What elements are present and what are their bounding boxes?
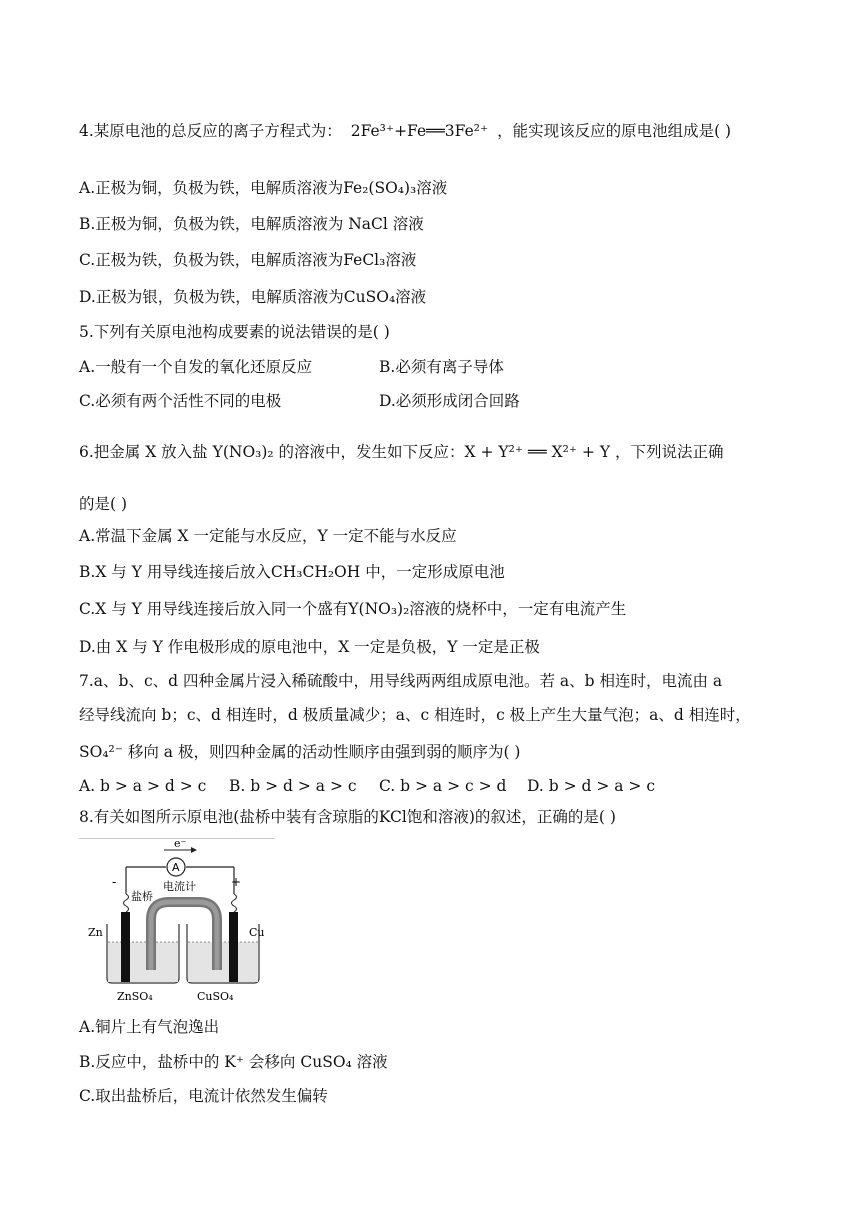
q6-option-d: D.由 X 与 Y 作电极形成的原电池中，X 一定是负极，Y 一定是正极 (79, 638, 540, 656)
q8-option-c: C.取出盐桥后，电流计依然发生偏转 (79, 1087, 328, 1105)
left-coil (124, 894, 129, 912)
q4-option-d: D.正极为银，负极为铁，电解质溶液为CuSO₄溶液 (79, 288, 427, 306)
q8-stem: 8.有关如图所示原电池(盐桥中装有含琼脂的KCl饱和溶液)的叙述，正确的是( ) (79, 808, 616, 826)
q5-option-d: D.必须形成闭合回路 (379, 392, 520, 410)
cuso4-label: CuSO₄ (197, 990, 234, 1003)
ammeter-label: 电流计 (163, 880, 196, 893)
q7-stem-line1: 7.a、b、c、d 四种金属片浸入稀硫酸中，用导线两两组成原电池。若 a、b 相连时，电流由 a (79, 672, 723, 690)
q6-option-b: B.X 与 Y 用导线连接后放入CH₃CH₂OH 中，一定形成原电池 (79, 563, 505, 581)
q8-option-a: A.铜片上有气泡逸出 (79, 1018, 220, 1036)
q5-option-c: C.必须有两个活性不同的电极 (79, 392, 282, 410)
q4-option-c: C.正极为铁，负极为铁，电解质溶液为FeCl₃溶液 (79, 251, 417, 269)
right-coil (232, 894, 237, 912)
znso4-label: ZnSO₄ (117, 990, 153, 1003)
zn-electrode (121, 912, 130, 982)
cu-label: Cu (249, 926, 265, 939)
q4-option-a: A.正极为铜，负极为铁，电解质溶液为Fe₂(SO₄)₃溶液 (79, 179, 448, 197)
q7-option-a: A. b > a > d > c (79, 777, 207, 795)
salt-bridge-label: 盐桥 (131, 890, 153, 903)
q5-stem: 5.下列有关原电池构成要素的说法错误的是( ) (79, 323, 390, 341)
q5-option-b: B.必须有离子导体 (379, 358, 504, 376)
q6-stem-line2: 的是( ) (79, 495, 128, 513)
zn-label: Zn (88, 926, 103, 939)
q4-stem-pre: 4.某原电池的总反应的离子方程式为： (79, 122, 342, 140)
q7-options-row (79, 775, 655, 797)
right-solution-fill (188, 942, 258, 982)
electron-arrow-head (191, 847, 197, 853)
q7-stem-line3: SO₄²⁻ 移向 a 极，则四种金属的活动性顺序由强到弱的顺序为( ) (79, 743, 521, 761)
q5-option-a: A.一般有一个自发的氧化还原反应 (79, 358, 313, 376)
q8-option-b: B.反应中，盐桥中的 K⁺ 会移向 CuSO₄ 溶液 (79, 1053, 388, 1071)
ammeter-symbol: A (172, 861, 180, 874)
q5-options-row1 (79, 356, 504, 378)
q4-stem (79, 120, 731, 142)
q4-option-b: B.正极为铜，负极为铁，电解质溶液为 NaCl 溶液 (79, 215, 424, 233)
plus-sign: + (231, 875, 242, 889)
minus-sign: - (112, 875, 117, 889)
q6-option-c: C.X 与 Y 用导线连接后放入同一个盛有Y(NO₃)₂溶液的烧杯中，一定有电流产生 (79, 600, 627, 618)
q4-equation: 2Fe³⁺+Fe══3Fe²⁺ (350, 122, 489, 140)
q5-options-row2 (79, 390, 520, 412)
electron-label: e⁻ (174, 838, 187, 850)
q7-option-b: B. b > d > a > c (229, 777, 357, 795)
galvanic-cell-diagram (79, 838, 275, 1008)
q4-stem-post: ，能实现该反应的原电池组成是( ) (497, 122, 732, 140)
q7-option-d: D. b > d > a > c (527, 777, 656, 795)
q7-option-c: C. b > a > c > d (379, 777, 507, 795)
cu-electrode (229, 912, 238, 982)
q6-option-a: A.常温下金属 X 一定能与水反应，Y 一定不能与水反应 (79, 527, 457, 545)
q6-stem-line1: 6.把金属 X 放入盐 Y(NO₃)₂ 的溶液中，发生如下反应：X + Y²⁺ ══ X²⁺ + Y ，下列说法正确 (79, 443, 724, 461)
q7-stem-line2: 经导线流向 b；c、d 相连时，d 极质量减少；a、c 相连时，c 极上产生大量气泡；a、d 相连时， (79, 706, 751, 724)
left-solution-fill (108, 942, 178, 982)
